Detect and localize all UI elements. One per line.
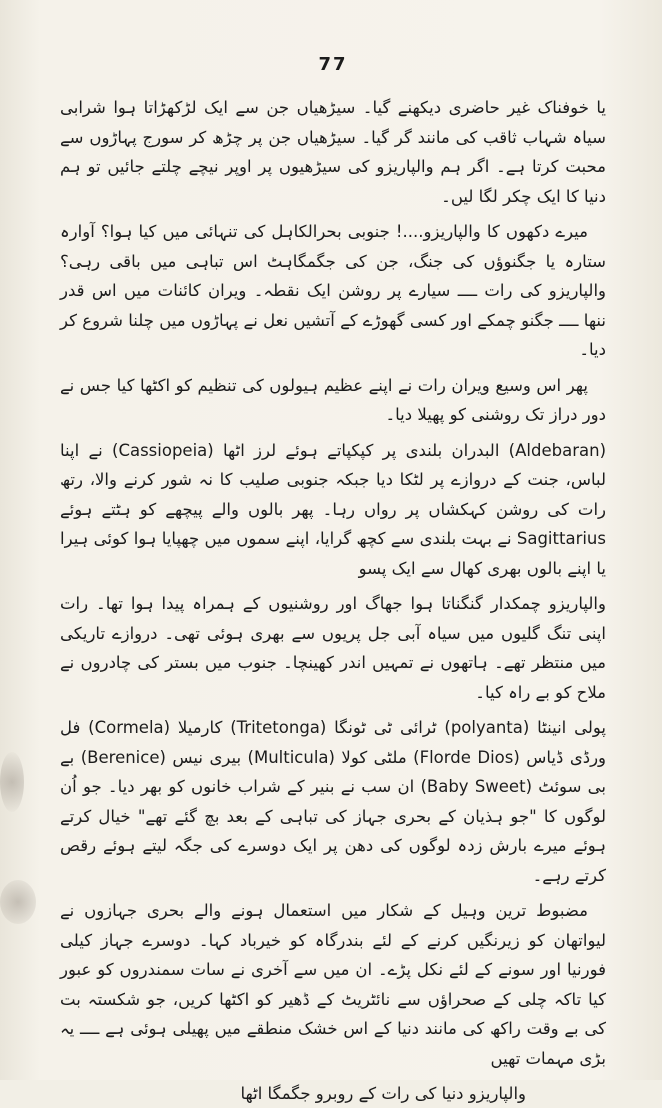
paragraph: مضبوط ترین وہیل کے شکار میں استعمال ہونے والے بحری جہازوں نے لیواتھان کو زیرنگیں کرنے کے لئے بندرگاہ کو خیرباد کہا۔ دوسرے جہاز کیلی فورنیا اور سونے کے لئے نکل پڑے۔ ان میں سے آخری نے سات سمندروں کو عبور کیا تاکہ چلی کے صحراؤں سے نائٹریٹ کے ڈھیر کو اکٹھا کریں، جو شکستہ بت کی بے وقت راکھ کی مانند دنیا کے اس خشک منطقے میں پھیلی ہوئی ہے ــــ یہ بڑی مہمات تھیں xyxy=(60,901,606,1068)
page-smudge xyxy=(0,880,36,924)
paragraph: میرے دکھوں کا والپاریزو....! جنوبی بحرالکاہل کی تنہائی میں کیا ہوا؟ آوارہ ستارہ یا جگنوؤں کی جنگ، جن کی جگمگاہٹ اس تباہی میں باقی رہی؟ والپاریزو کی رات ــــ سیارے پر روشن ایک نقطہ۔ ویران کائنات میں اس قدر ننھا ــــ جگنو چمکے اور کسی گھوڑے کے آتشیں نعل نے پہاڑوں میں چلنا شروع کر دیا۔ xyxy=(60,222,606,359)
paragraph: یا خوفناک غیر حاضری دیکھنے گیا۔ سیڑھیاں جن سے ایک لڑکھڑاتا ہوا شرابی سیاہ شہاب ثاقب کی مانند گر گیا۔ سیڑھیاں جن پر چڑھ کر سورج پہاڑوں سے محبت کرتا ہے۔ اگر ہم والپاریزو کی سیڑھیوں پر اوپر نیچے چلتے جائیں تو ہم دنیا کا ایک چکر لگا لیں۔ xyxy=(60,98,606,206)
closing-line: والپاریزو دنیا کی رات کے روبرو جگمگا اٹھا xyxy=(240,1084,526,1103)
paragraph: پھر اس وسیع ویران رات نے اپنے عظیم ہیولوں کی تنظیم کو اکٹھا کیا جس نے دور دراز تک روشنی کو پھیلا دیا۔ xyxy=(60,375,606,424)
page-number: 77 xyxy=(318,54,348,75)
paragraph: والپاریزو چمکدار گنگناتا ہوا جھاگ اور روشنیوں کے ہمراہ پیدا ہوا تھا۔ رات اپنی تنگ گلیوں میں سیاہ آبی جل پریوں سے بھری ہوئی تھی۔ دروازے تاریکی میں منتظر تھے۔ ہاتھوں نے تمہیں اندر کھینچا۔ جنوب میں بستر کی چادروں نے ملاح کو بے راہ کیا۔ xyxy=(60,594,606,702)
paragraph: پولی انینٹا (polyanta) ٹرائی ٹی ٹونگا (Tritetonga) کارمیلا (Cormela) فل ورڈی ڈیاس (Florde Dios) ملٹی کولا (Multicula) بیری نیس (Berenice) بے بی سوئٹ (Baby Sweet) ان سب نے بنیر کے شراب خانوں کو بھر دیا۔ جو اُن لوگوں کا "جو ہذیان کے بحری جہاز کی تباہی کے بعد بچ گئے تھے" خیال کرتے ہوئے میرے بارش زدہ لوگوں کی دھن پر ایک دوسرے کی جگہ لیتے ہوئے رقص کرتے رہے۔ xyxy=(60,718,607,885)
page-body xyxy=(60,93,606,1073)
page-smudge xyxy=(0,752,24,812)
paragraph: (Aldebaran) البدران بلندی پر کپکپاتے ہوئے لرز اٹھا (Cassiopeia) نے اپنا لباس، جنت کے دروازے پر لٹکا دیا جبکہ جنوبی صلیب کا نہ شور کرنے والا، رتھ رات کی روشن کہکشاں پر رواں رہا۔ پھر بالوں والے پیچھے کو ہٹتے ہوئے Sagittarius نے بہت بلندی سے کچھ گرایا، اپنے سموں میں چھپایا ہوا کوئی ہیرا یا اپنے بالوں بھری کھال سے ایک پسو xyxy=(60,440,606,578)
